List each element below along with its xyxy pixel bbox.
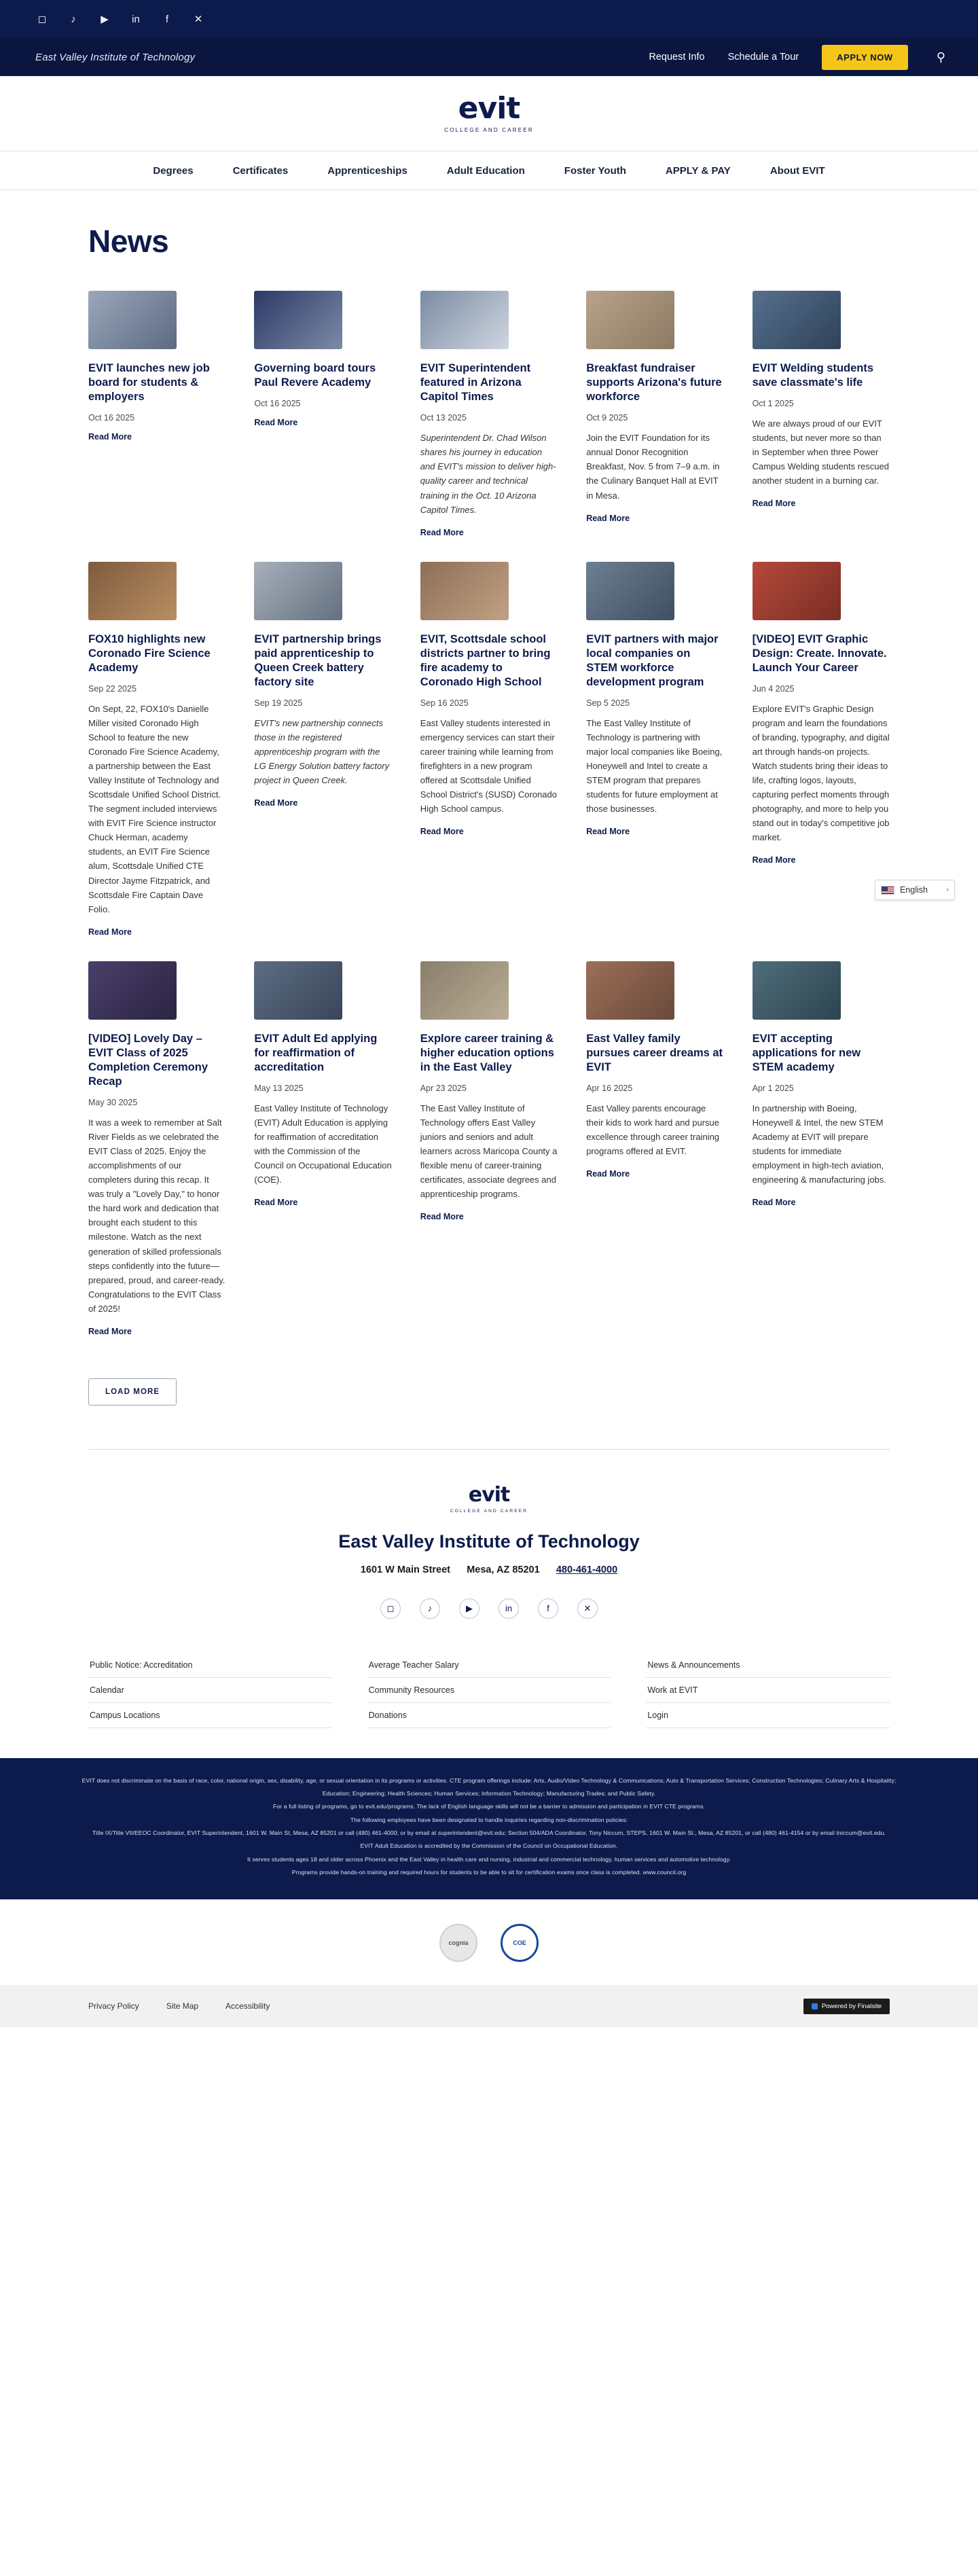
news-thumbnail[interactable] — [420, 562, 509, 620]
tiktok-icon[interactable]: ♪ — [71, 13, 76, 25]
social-strip — [0, 0, 978, 38]
news-card — [420, 562, 558, 961]
read-more-link[interactable]: Read More — [752, 499, 796, 509]
news-title[interactable]: EVIT partners with major local companies on STEM workforce development program — [586, 632, 719, 688]
news-title[interactable]: FOX10 highlights new Coronado Fire Science Academy — [88, 632, 211, 674]
read-more-link[interactable]: Read More — [254, 418, 298, 428]
footer-socials — [0, 1598, 978, 1619]
footer-link-row[interactable] — [367, 1703, 611, 1728]
footer-address — [0, 1564, 978, 1575]
accreditation-badges — [0, 1899, 978, 1985]
read-more-link[interactable]: Read More — [586, 1169, 630, 1179]
x-icon[interactable]: ✕ — [194, 14, 203, 25]
legal-line: EVIT Adult Education is accredited by the Commission of the Council on Occupational Education. — [360, 1842, 618, 1850]
news-card — [420, 291, 558, 562]
news-title[interactable]: East Valley family pursues career dreams at EVIT — [586, 1032, 723, 1073]
legal-line: Title IX/Title VII/EEOC Coordinator, EVIT Superintendent, 1601 W. Main St, Mesa, AZ 85201 or call (480) 461-4000; or by email at superintendent@evit.edu; Section 504/ADA Coordinator, Tony Niccum, STEPS, 1601 W. Main St., Mesa, AZ 85201, or call (480) 461-4154 or by email tniccum@evit.edu. — [92, 1829, 886, 1837]
news-date: Oct 13 2025 — [420, 413, 467, 423]
footer-link-row[interactable] — [367, 1678, 611, 1703]
news-date: Apr 16 2025 — [586, 1083, 633, 1093]
legal-line: It serves students ages 18 and older across Phoenix and the East Valley in health care and nursing, industrial and commercial technology, human services and automotive technology. — [247, 1855, 731, 1863]
news-card — [88, 961, 225, 1361]
logo-tagline: COLLEGE AND CAREER — [444, 127, 534, 133]
facebook-icon[interactable]: f — [538, 1598, 558, 1619]
news-date: Sep 19 2025 — [254, 698, 303, 709]
news-date: Oct 1 2025 — [752, 399, 794, 409]
news-card — [254, 291, 391, 562]
read-more-link[interactable]: Read More — [420, 1212, 464, 1222]
read-more-link[interactable]: Read More — [586, 513, 630, 523]
footer-link-teacher-salary[interactable]: Average Teacher Salary — [368, 1660, 459, 1670]
news-thumbnail[interactable] — [88, 562, 177, 620]
footer-phone-link[interactable]: 480-461-4000 — [556, 1564, 618, 1575]
news-date: Sep 16 2025 — [420, 698, 469, 709]
news-thumbnail[interactable] — [254, 961, 342, 1020]
news-thumbnail[interactable] — [753, 961, 841, 1020]
news-excerpt: East Valley Institute of Technology (EVIT) Adult Education is applying for reaffirmation of accreditation with the Commission of the Council on Occupational Education (COE). — [254, 1103, 392, 1185]
legal-line: The following employees have been designated to handle inquiries regarding non-discrimination policies: — [350, 1816, 628, 1823]
news-thumbnail[interactable] — [420, 291, 509, 349]
footer-link-community-resources[interactable]: Community Resources — [368, 1685, 455, 1695]
footer-link-columns — [88, 1653, 890, 1728]
footer-link-public-notice[interactable]: Public Notice: Accreditation — [90, 1660, 193, 1670]
news-title[interactable]: EVIT Welding students save classmate's life — [752, 362, 874, 389]
read-more-link[interactable]: Read More — [752, 855, 796, 865]
news-title[interactable]: EVIT, Scottsdale school districts partner to bring fire academy to Coronado High School — [420, 632, 551, 688]
footer-logo-wordmark: evit — [468, 1482, 510, 1507]
news-title[interactable]: Breakfast fundraiser supports Arizona's future workforce — [586, 362, 722, 404]
footer-link-row[interactable] — [367, 1653, 611, 1678]
tiktok-icon[interactable]: ♪ — [420, 1598, 440, 1619]
load-more-button[interactable]: LOAD MORE — [88, 1378, 177, 1406]
site-map-link[interactable]: Site Map — [166, 2001, 199, 2011]
news-thumbnail[interactable] — [586, 961, 674, 1020]
footer-top — [0, 1450, 978, 1653]
powered-by-finalsite[interactable] — [803, 1999, 890, 2014]
news-grid — [88, 291, 890, 1361]
news-card — [586, 961, 723, 1361]
logo-area — [0, 76, 978, 151]
news-title[interactable]: EVIT Superintendent featured in Arizona Capitol Times — [420, 362, 531, 404]
powered-by-label: Powered by Finalsite — [821, 2002, 882, 2010]
finalsite-icon — [812, 2003, 818, 2009]
news-card — [586, 562, 723, 961]
news-title[interactable]: [VIDEO] Lovely Day – EVIT Class of 2025 Completion Ceremony Recap — [88, 1032, 209, 1088]
news-excerpt: East Valley parents encourage their kids to work hard and pursue excellence through career training programs offered at EVIT. — [586, 1103, 720, 1157]
footer-logo[interactable] — [0, 1482, 978, 1514]
news-title[interactable]: Governing board tours Paul Revere Academy — [254, 362, 376, 389]
footer-link-row[interactable] — [646, 1653, 890, 1678]
nav-item-about-evit[interactable]: About EVIT — [769, 164, 825, 177]
news-card — [586, 291, 723, 562]
us-flag-icon — [881, 886, 894, 895]
footer-link-login[interactable]: Login — [647, 1710, 668, 1720]
footer-column-2 — [367, 1653, 611, 1728]
news-card — [254, 961, 391, 1361]
news-excerpt: Explore EVIT's Graphic Design program and learn the foundations of branding, typography, and digital art through hands-on projects. Watch students bring their ideas to life, crafting logos, layouts, capturing perfect moments through photography, and more to help you stand out in today's competitive job market. — [752, 703, 890, 843]
footer-link-work-at-evit[interactable]: Work at EVIT — [647, 1685, 698, 1695]
read-more-link[interactable]: Read More — [752, 1198, 796, 1208]
linkedin-icon[interactable]: in — [499, 1598, 519, 1619]
news-date: May 13 2025 — [254, 1083, 304, 1093]
news-date: Apr 1 2025 — [752, 1083, 794, 1093]
request-info-link[interactable]: Request Info — [649, 52, 705, 62]
nav-item-degrees[interactable]: Degrees — [153, 164, 194, 177]
linkedin-icon[interactable]: in — [132, 13, 140, 25]
footer-link-row[interactable] — [646, 1703, 890, 1728]
news-excerpt: On Sept, 22, FOX10's Danielle Miller visited Coronado High School to feature the new Coronado Fire Science Academy, a partnership between the East Valley Institute of Technology and Scottsdale Unified School District. The segment included interviews with EVIT Fire Science instructor Chuck Herman, academy students, an EVIT Fire Science alum, Scottsdale Unified CTE Director Jayme Fitzpatrick, and Scottsdale Fire Captain Dave Folio. — [88, 703, 221, 914]
news-card — [88, 562, 225, 961]
news-excerpt: Join the EVIT Foundation for its annual Donor Recognition Breakfast, Nov. 5 from 7–9 a.m. in the Culinary Banquet Hall at EVIT in Mesa. — [586, 433, 720, 501]
footer-link-news[interactable]: News & Announcements — [647, 1660, 740, 1670]
news-page — [0, 190, 978, 1406]
news-title[interactable]: Explore career training & higher education options in the East Valley — [420, 1032, 554, 1073]
x-icon[interactable]: ✕ — [577, 1598, 598, 1619]
org-name: East Valley Institute of Technology — [35, 51, 196, 63]
main-navigation — [0, 151, 978, 190]
instagram-icon[interactable]: ◻ — [37, 14, 47, 25]
utility-bar — [0, 38, 978, 76]
footer-city: Mesa, AZ 85201 — [467, 1564, 540, 1575]
nav-item-certificates[interactable]: Certificates — [232, 164, 289, 177]
news-thumbnail[interactable] — [753, 562, 841, 620]
youtube-icon[interactable]: ▶ — [101, 14, 109, 25]
footer-column-3 — [646, 1653, 890, 1728]
news-thumbnail[interactable] — [586, 291, 674, 349]
news-thumbnail[interactable] — [254, 562, 342, 620]
news-date: Sep 22 2025 — [88, 683, 137, 694]
news-date: Oct 16 2025 — [254, 399, 301, 409]
logo-wordmark: evit — [458, 91, 520, 126]
news-excerpt: EVIT's new partnership connects those in the registered apprenticeship program with the LG Energy Solution battery factory project in Queen Creek. — [254, 718, 390, 786]
read-more-link[interactable]: Read More — [586, 827, 630, 837]
footer-link-campus-locations[interactable]: Campus Locations — [90, 1710, 160, 1720]
news-date: May 30 2025 — [88, 1098, 138, 1108]
footer-logo-tagline: COLLEGE AND CAREER — [450, 1508, 528, 1514]
accessibility-link[interactable]: Accessibility — [225, 2001, 270, 2011]
page-title: News — [88, 223, 169, 259]
language-selector[interactable] — [875, 880, 955, 900]
instagram-icon[interactable]: ◻ — [380, 1598, 401, 1619]
footer-street: 1601 W Main Street — [360, 1564, 451, 1575]
read-more-link[interactable]: Read More — [88, 432, 132, 442]
news-date: Jun 4 2025 — [752, 683, 795, 694]
news-card — [88, 291, 225, 562]
nav-item-adult-education[interactable]: Adult Education — [446, 164, 525, 177]
news-date: Oct 16 2025 — [88, 413, 135, 423]
footer-link-calendar[interactable]: Calendar — [90, 1685, 124, 1695]
facebook-icon[interactable]: f — [165, 13, 169, 25]
news-title[interactable]: EVIT accepting applications for new STEM academy — [752, 1032, 861, 1073]
footer-link-donations[interactable]: Donations — [368, 1710, 407, 1720]
news-excerpt: It was a week to remember at Salt River Fields as we celebrated the EVIT Class of 2025. Enjoy the accomplishments of our completers during this recap. It was truly a "Lovely Day," to honor the hard work and dedication that brought each student to this milestone. Watch as the next generation of skilled professionals steps confidently into the future—prepared, proud, and career-ready. Congratulations to the EVIT Class of 2025! — [88, 1117, 225, 1314]
read-more-link[interactable]: Read More — [420, 827, 464, 837]
footer-link-row[interactable] — [646, 1678, 890, 1703]
privacy-policy-link[interactable]: Privacy Policy — [88, 2001, 139, 2011]
news-excerpt: The East Valley Institute of Technology offers East Valley juniors and seniors and adult learners across Maricopa County a flexible menu of career-training certificates, associate degrees and apprenticeship programs. — [420, 1103, 558, 1200]
news-date: Oct 9 2025 — [586, 413, 628, 423]
news-title[interactable]: EVIT partnership brings paid apprenticeship to Queen Creek battery factory site — [254, 632, 382, 688]
nav-item-foster-youth[interactable]: Foster Youth — [564, 164, 626, 177]
utility-links — [649, 45, 945, 70]
news-date: Sep 5 2025 — [586, 698, 630, 709]
footer-column-1 — [88, 1653, 332, 1728]
news-card — [420, 961, 558, 1361]
footer-link-row[interactable] — [88, 1653, 332, 1678]
news-date: Apr 23 2025 — [420, 1083, 467, 1093]
schedule-tour-link[interactable]: Schedule a Tour — [727, 52, 799, 62]
chevron-right-icon: › — [946, 886, 949, 894]
news-thumbnail[interactable] — [88, 291, 177, 349]
footer-org-name: East Valley Institute of Technology — [338, 1531, 640, 1552]
legal-notice — [0, 1758, 978, 1900]
read-more-link[interactable]: Read More — [88, 1326, 132, 1336]
read-more-link[interactable]: Read More — [88, 927, 132, 937]
language-label: English — [900, 885, 928, 895]
news-card — [753, 562, 890, 961]
news-excerpt: In partnership with Boeing, Honeywell & Intel, the new STEM Academy at EVIT will prepare students for immediate employment in high-tech aviation, engineering & manufacturing jobs. — [752, 1103, 886, 1185]
nav-item-apply-pay[interactable]: APPLY & PAY — [665, 164, 731, 177]
cognia-badge: cognia — [439, 1924, 477, 1962]
footer-link-row[interactable] — [88, 1678, 332, 1703]
read-more-link[interactable]: Read More — [254, 1198, 298, 1208]
news-card — [753, 961, 890, 1361]
apply-now-button[interactable]: APPLY NOW — [822, 45, 908, 70]
news-title[interactable]: [VIDEO] EVIT Graphic Design: Create. Innovate. Launch Your Career — [752, 632, 887, 674]
news-card — [753, 291, 890, 562]
footer-link-row[interactable] — [88, 1703, 332, 1728]
news-title[interactable]: EVIT launches new job board for students & employers — [88, 362, 210, 404]
news-thumbnail[interactable] — [586, 562, 674, 620]
news-thumbnail[interactable] — [753, 291, 841, 349]
legal-line: Education; Engineering; Health Sciences; Human Services; Information Technology; Manufacturing Trades; and Public Safety. — [322, 1790, 656, 1797]
news-excerpt: Superintendent Dr. Chad Wilson shares his journey in education and EVIT's mission to deliver high-quality career and technical training in the Oct. 10 Arizona Capitol Times. — [420, 433, 556, 515]
nav-item-apprenticeships[interactable]: Apprenticeships — [327, 164, 408, 177]
news-card — [254, 562, 391, 961]
news-thumbnail[interactable] — [254, 291, 342, 349]
legal-line: Programs provide hands-on training and required hours for students to be able to sit for certification exams once class is completed. www.council.org — [291, 1869, 687, 1876]
search-icon[interactable]: ⚲ — [936, 50, 945, 64]
site-logo[interactable] — [444, 91, 534, 133]
news-title[interactable]: EVIT Adult Ed applying for reaffirmation of accreditation — [254, 1032, 378, 1073]
news-excerpt: We are always proud of our EVIT students, but never more so than in September when three Power Campus Welding students rescued another student in a burning car. — [752, 418, 889, 486]
news-thumbnail[interactable] — [420, 961, 509, 1020]
legal-line: EVIT does not discriminate on the basis of race, color, national origin, sex, disability, age, or sexual orientation in its programs or activities. CTE program offerings include: Arts, Audio/Video Technology & Communications; Auto & Transportation Services; Construction Technologies; Culinary Arts & Hospitality; — [82, 1776, 896, 1784]
news-thumbnail[interactable] — [88, 961, 177, 1020]
youtube-icon[interactable]: ▶ — [459, 1598, 479, 1619]
read-more-link[interactable]: Read More — [254, 798, 298, 808]
news-excerpt: The East Valley Institute of Technology is partnering with major local companies like Boeing, Honeywell and Intel to create a STEM program that prepares students for future employment at those businesses. — [586, 718, 723, 815]
coe-badge: COE — [501, 1924, 539, 1962]
bottom-bar — [0, 1985, 978, 2027]
load-more-wrap — [88, 1378, 890, 1406]
legal-line: For a full listing of programs, go to evit.edu/programs. The lack of English language skills will not be a barrier to admission and participation in EVIT CTE programs. — [273, 1803, 705, 1810]
news-excerpt: East Valley students interested in emergency services can start their career training while learning from firefighters in a new program offered at Scottsdale Unified School District's (SUSD) Coronado High School campus. — [420, 718, 557, 815]
read-more-link[interactable]: Read More — [420, 527, 464, 537]
